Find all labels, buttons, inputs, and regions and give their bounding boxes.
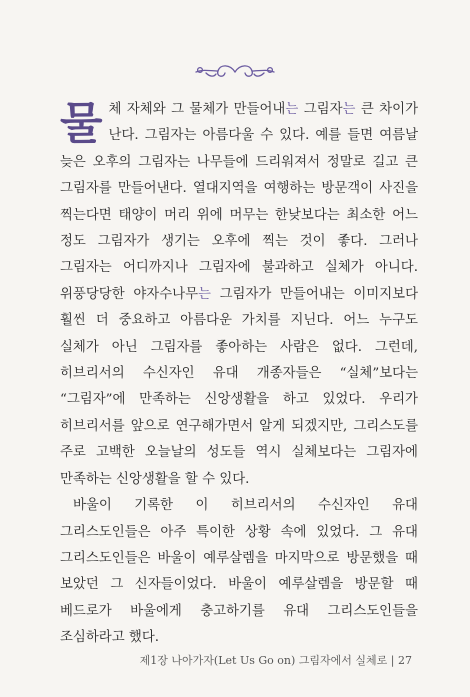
para1-seg1: 체 자체와 그 물체가 만들어내 [108, 102, 286, 117]
footer-title: 나아가자(Let Us Go on) [171, 654, 296, 667]
para1-highlight-3: 는 [198, 286, 211, 302]
footer-separator: | [390, 654, 395, 667]
drop-cap: 물 [60, 98, 103, 149]
para1-seg2: 그림자가 만들어내는 이미지보다 훨씬 더 중요하고 아름다운 가치를 지닌다. 어느 누구도 실체가 아닌 그림자를 좋아하는 사람은 없다. 그런데, 히브리서의 수신자인 유대 개종자들은 “실체”보다는 “그림자”에 만족하는 신앙생활을 하고 있었다. 우리가 히브리서를 앞으로 연구해가면서 알게 되겠지만, 그리스도를 주로 고백한 오늘날의 성도들 역시 실체보다는 그림자에 만족하는 신앙생활을 할 수 있다. [60, 286, 418, 487]
para1-seg1c: 큰 차이가 난다. 그림자는 아름다울 수 있다. 예를 들면 여름날 늦은 오후의 그림자는 나무들에 드리워져서 정말로 길고 큰 그림자를 만들어낸다. 열대지역을 여행하는 방문객이 사진을 찍는다면 태양이 머리 위에 머무는 한낮보다는 최소한 어느 정도 그림자가 생기는 오후에 찍는 것이 좋다. 그러나 그림자는 어디까지나 그림자에 불과하고 실체가 아니다. 위풍당당한 야자수나무 [60, 102, 419, 302]
paragraph-2: 바울이 기록한 이 히브리서의 수신자인 유대 그리스도인들은 아주 특이한 상황 속에 있었다. 그 유대 그리스도인들은 바울이 예루살렘을 마지막으로 방문했을 때 보았던 그 신자들이었다. 바울이 예루살렘을 방문할 때 베드로가 바울에게 충고하기를 유대 그리스도인들을 조심하라고 했다. [60, 498, 418, 646]
para1-seg1b: 그림자 [298, 102, 343, 117]
body-text [60, 97, 418, 652]
footer-chapter: 제1장 [139, 654, 168, 667]
para1-highlight-2: 는 [342, 102, 356, 117]
page-number: 27 [398, 654, 412, 667]
paragraph-1 [60, 97, 418, 493]
ornament-flourish-icon [190, 60, 280, 82]
footer-subtitle: 그림자에서 실체로 [298, 654, 388, 667]
page-footer [140, 652, 412, 668]
para1-highlight-1: 는 [285, 102, 299, 117]
